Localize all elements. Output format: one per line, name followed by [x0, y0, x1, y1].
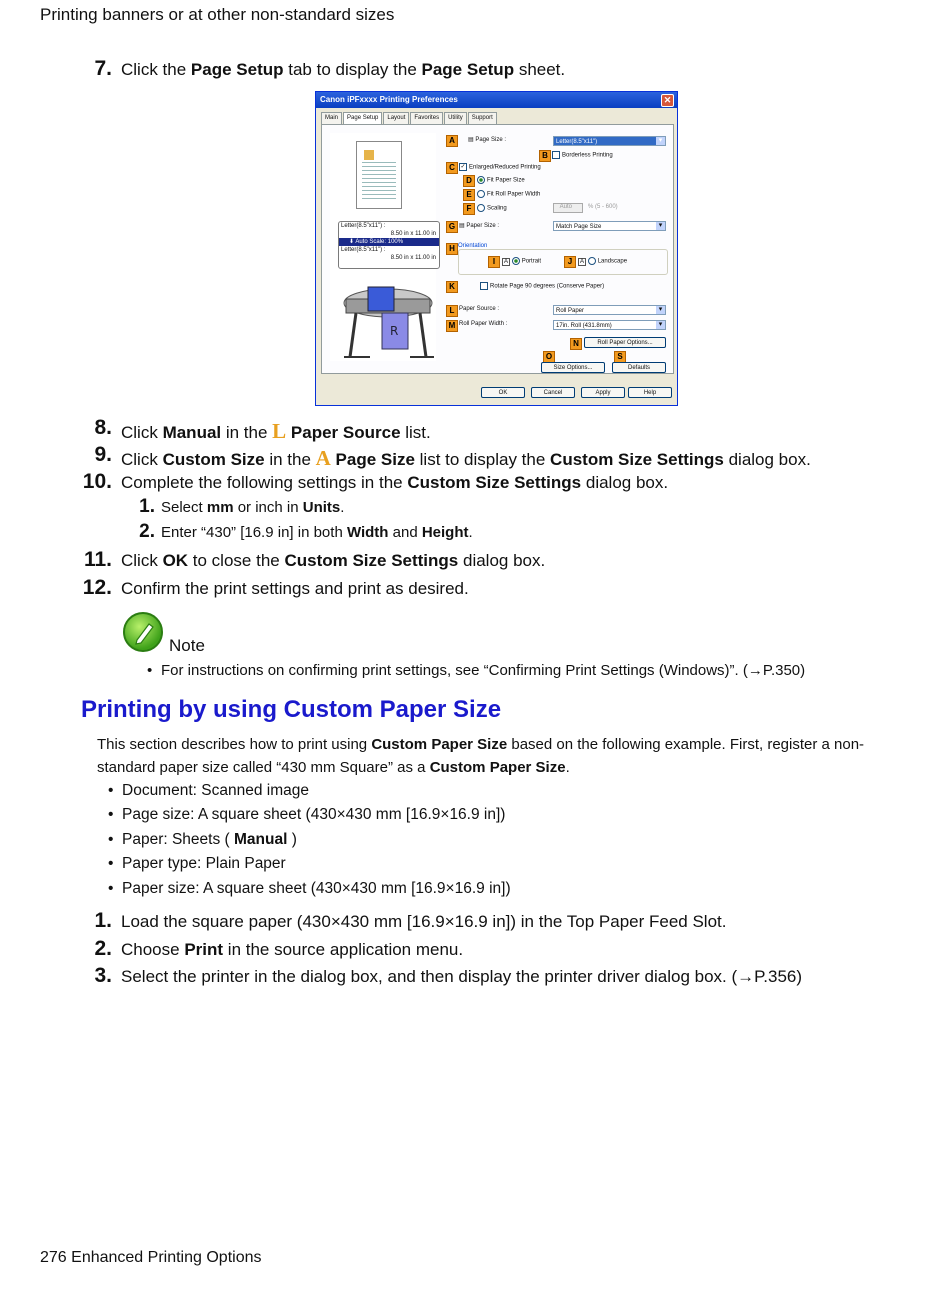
step-text: dialog box. [581, 473, 669, 492]
step-number: 12. [82, 576, 112, 599]
step-10 [82, 470, 669, 493]
callout-letter: L [272, 419, 287, 443]
scaling-label: Scaling [487, 205, 507, 212]
info-line: 8.50 in x 11.00 in [390, 255, 436, 261]
portrait-label: Portrait [521, 258, 542, 265]
example-bullet: • Paper size: A square sheet (430×430 mm [16.9×16.9 in]) [122, 880, 511, 898]
callout-l: L [446, 305, 458, 317]
step-1 [94, 909, 727, 932]
step-text: Click [121, 423, 163, 442]
enlarged-label: Enlarged/Reduced Printing [469, 164, 541, 171]
tab-main[interactable]: Main [321, 112, 342, 124]
step-9 [94, 443, 811, 471]
dialog-title-bar [316, 92, 677, 108]
paper-source-dropdown[interactable]: Roll Paper ▾ [553, 305, 666, 315]
intro-text: This section describes how to print using [97, 736, 372, 753]
step-text: Select [161, 499, 207, 516]
step-number: 7. [94, 57, 112, 80]
info-line: 8.50 in x 11.00 in [390, 231, 436, 237]
step-text: Complete the following settings in the [121, 473, 408, 492]
step-number: 1. [94, 909, 112, 932]
help-button[interactable]: Help [628, 387, 672, 398]
paper-size-label-text: Paper Size : [466, 223, 500, 229]
landscape-radio[interactable]: A Landscape [580, 258, 628, 265]
paper-source-label: Paper Source : [459, 306, 500, 312]
borderless-checkbox[interactable] [552, 151, 613, 159]
step-number: 1. [139, 496, 155, 517]
rotate-label: Rotate Page 90 degrees (Conserve Paper) [490, 283, 605, 290]
example-bullet [122, 831, 297, 849]
defaults-button[interactable]: Defaults [612, 362, 666, 373]
scaling-radio[interactable] [477, 204, 507, 212]
step-8 [94, 416, 431, 444]
dialog-title: Canon iPFxxxx Printing Preferences [320, 95, 458, 104]
size-info-box [338, 221, 440, 269]
apply-button[interactable]: Apply [581, 387, 625, 398]
bullet-bold: Manual [234, 831, 288, 848]
dialog-tabs [321, 112, 498, 124]
callout-i: I [488, 256, 500, 268]
intro-bold: Custom Paper Size [429, 759, 566, 776]
step-number: 11. [83, 548, 112, 571]
step-11 [83, 548, 546, 571]
callout-letter: A [315, 446, 331, 470]
step-text: in the [264, 450, 316, 469]
callout-j: J [564, 256, 576, 268]
svg-text:R: R [390, 324, 399, 338]
step-number: 3. [94, 964, 112, 987]
landscape-label: Landscape [597, 258, 628, 265]
info-line: Letter(8.5"x11") : [341, 247, 386, 253]
step-text: Load the square paper (430×430 mm [16.9×16.9 in]) in the Top Paper Feed Slot. [121, 912, 727, 931]
scaling-range: % (5 - 600) [588, 204, 618, 210]
step-2 [94, 937, 464, 960]
cancel-button[interactable]: Cancel [531, 387, 575, 398]
note-item: • For instructions on confirming print settings, see “Confirming Print Settings (Windows)”. (→P.350) [161, 662, 805, 679]
info-line: Auto Scale: 100% [355, 239, 404, 245]
step-text: Confirm the print settings and print as desired. [121, 579, 469, 598]
substep-10-1 [139, 496, 345, 517]
step-3 [94, 964, 803, 987]
close-icon[interactable]: ✕ [661, 94, 674, 107]
step-number: 8. [94, 416, 112, 439]
example-bullet: • Paper type: Plain Paper [122, 855, 286, 873]
callout-k: K [446, 281, 458, 293]
page-footer: 276 Enhanced Printing Options [40, 1249, 262, 1266]
step-bold: Print [184, 940, 224, 959]
fit-paper-radio[interactable] [477, 176, 525, 184]
callout-f: F [463, 203, 475, 215]
callout-h: H [446, 243, 458, 255]
step-bold: Page Setup [190, 60, 284, 79]
running-header: Printing banners or at other non-standard sizes [40, 5, 395, 24]
step-12 [82, 576, 469, 599]
step-number: 2. [139, 521, 155, 542]
step-text: . [468, 524, 473, 541]
step-bold: Manual [162, 423, 222, 442]
substep-10-2 [139, 521, 473, 542]
step-text: to close the [188, 551, 285, 570]
info-line-highlight: ⬇ Auto Scale: 100% [339, 238, 439, 246]
enlarged-checkbox[interactable]: ✓ Enlarged/Reduced Printing [460, 164, 541, 171]
step-bold: Width [346, 524, 389, 541]
step-bold: Paper Source [290, 423, 401, 442]
roll-width-label: Roll Paper Width : [459, 321, 508, 327]
paper-size-label: ▤ Paper Size : [459, 223, 500, 229]
intro-text: based on the following example. First, register a non-standard paper size called “430 mm Square” as a [97, 736, 865, 776]
step-text: Click the [121, 60, 191, 79]
step-number: 9. [94, 443, 112, 466]
page-setup-panel [321, 124, 674, 374]
tab-support[interactable]: Support [468, 112, 497, 124]
fit-roll-radio[interactable] [477, 190, 540, 198]
step-bold: Page Setup [421, 60, 515, 79]
step-text: list. [400, 423, 431, 442]
orientation-label: Orientation [458, 243, 488, 249]
step-bold: Height [421, 524, 469, 541]
callout-m: M [446, 320, 458, 332]
step-text: Select the printer in the dialog box, and then display the printer driver dialog box. (→P.356) [121, 967, 803, 986]
step-bold: Units [302, 499, 341, 516]
intro-text: . [565, 759, 570, 776]
step-text: Click [121, 551, 163, 570]
page-size-dropdown[interactable]: Letter(8.5"x11") ▾ [553, 136, 666, 146]
step-bold: Custom Size [162, 450, 265, 469]
callout-o: O [543, 351, 555, 363]
page-preview-icon [356, 141, 402, 209]
step-text: dialog box. [458, 551, 546, 570]
step-bold: Custom Size Settings [407, 473, 582, 492]
step-bold: OK [162, 551, 189, 570]
printing-preferences-dialog [315, 91, 678, 406]
note-pencil-icon [123, 612, 163, 652]
example-bullet: • Document: Scanned image [122, 782, 309, 800]
callout-c: C [446, 162, 458, 174]
page-size-label: ▤ Page Size : [468, 137, 507, 143]
step-text: in the [221, 423, 273, 442]
section-title: Printing by using Custom Paper Size [81, 696, 502, 723]
step-number: 10. [82, 470, 112, 493]
step-text: Enter “430” [16.9 in] in both [161, 524, 347, 541]
callout-d: D [463, 175, 475, 187]
step-text: in the source application menu. [223, 940, 464, 959]
fit-roll-label: Fit Roll Paper Width [487, 191, 541, 198]
callout-a: A [446, 135, 458, 147]
intro-bold: Custom Paper Size [371, 736, 508, 753]
step-text: tab to display the [283, 60, 422, 79]
portrait-radio[interactable]: A Portrait [504, 258, 542, 265]
printer-illustration-icon [340, 273, 436, 361]
step-bold: Custom Size Settings [284, 551, 459, 570]
step-7 [94, 57, 566, 80]
tab-utility[interactable]: Utility [444, 112, 467, 124]
step-text: list to display the [414, 450, 551, 469]
roll-width-dropdown[interactable]: 17in. Roll (431.8mm) ▾ [553, 320, 666, 330]
step-text: and [388, 524, 422, 541]
step-text: . [340, 499, 345, 516]
fit-paper-label: Fit Paper Size [487, 177, 525, 184]
section-intro [97, 733, 887, 779]
step-bold: Page Size [335, 450, 415, 469]
tab-favorites[interactable]: Favorites [410, 112, 443, 124]
step-text: Click [121, 450, 163, 469]
bullet-text: Paper: Sheets ( [122, 831, 235, 848]
callout-e: E [463, 189, 475, 201]
scaling-input[interactable]: Auto [553, 203, 583, 213]
page-size-label-text: Page Size : [475, 137, 507, 143]
tab-page-setup[interactable]: Page Setup [343, 112, 382, 125]
rotate-checkbox[interactable] [480, 282, 604, 290]
ok-button[interactable]: OK [481, 387, 525, 398]
example-bullet: • Page size: A square sheet (430×430 mm [16.9×16.9 in]) [122, 806, 505, 824]
paper-size-dropdown[interactable]: Match Page Size ▾ [553, 221, 666, 231]
step-bold: mm [206, 499, 234, 516]
tab-layout[interactable]: Layout [383, 112, 409, 124]
step-text: sheet. [514, 60, 566, 79]
borderless-label: Borderless Printing [562, 152, 613, 159]
note-title: Note [169, 636, 205, 655]
size-options-button[interactable]: Size Options... [541, 362, 605, 373]
step-number: 2. [94, 937, 112, 960]
callout-n: N [570, 338, 582, 350]
bullet-text: ) [287, 831, 297, 848]
callout-b: B [539, 150, 551, 162]
preview-area [330, 133, 436, 361]
callout-g: G [446, 221, 458, 233]
step-text: or inch in [233, 499, 303, 516]
info-line: Letter(8.5"x11") : [341, 223, 386, 229]
roll-paper-options-button[interactable]: Roll Paper Options... [584, 337, 666, 348]
step-text: Choose [121, 940, 185, 959]
step-text: dialog box. [723, 450, 811, 469]
callout-s: S [614, 351, 626, 363]
step-bold: Custom Size Settings [550, 450, 724, 469]
